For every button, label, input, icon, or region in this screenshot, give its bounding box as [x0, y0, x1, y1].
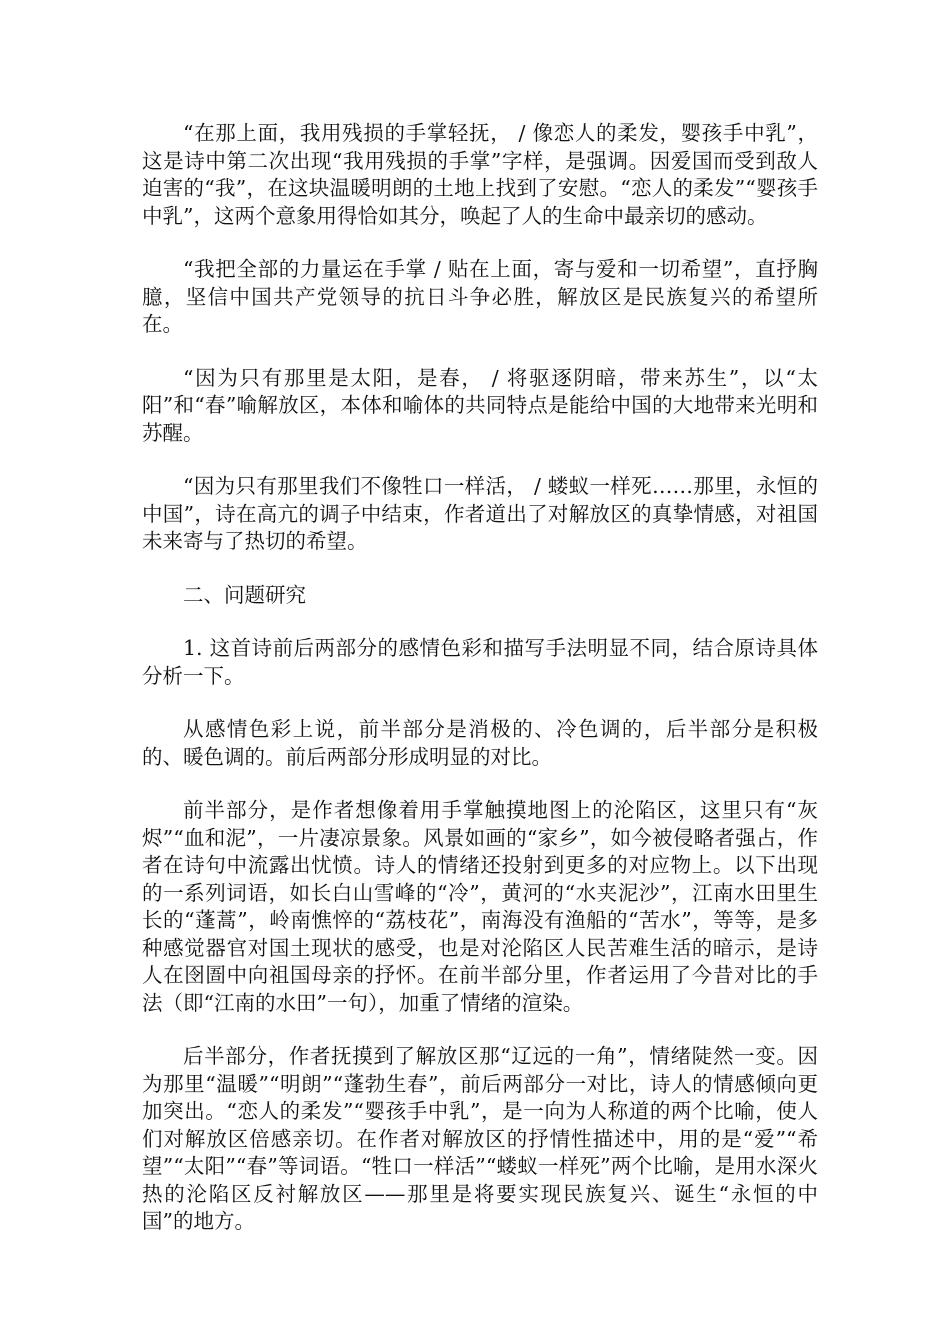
question-1: 1. 这首诗前后两部分的感情色彩和描写手法明显不同，结合原诗具体分析一下。 [142, 636, 818, 688]
paragraph-poem-line-1: “在那上面，我用残损的手掌轻抚， / 像恋人的柔发，婴孩手中乳”，这是诗中第二次出现“我用残损的手掌”字样，是强调。因爱国而受到敌人迫害的“我”，在这块温暖明朗的土地上找到了安慰。“恋人的柔发”“婴孩手中乳”，这两个意象用得恰如其分，唤起了人的生命中最亲切的感动。 [142, 121, 818, 228]
paragraph-poem-line-2: “我把全部的力量运在手掌 / 贴在上面，寄与爱和一切希望”，直抒胸臆，坚信中国共产党领导的抗日斗争必胜，解放区是民族复兴的希望所在。 [142, 257, 818, 336]
answer-paragraph-3: 后半部分，作者抚摸到了解放区那“辽远的一角”，情绪陡然一变。因为那里“温暖”“明朗”“蓬勃生春”，前后两部分一对比，诗人的情感倾向更加突出。“恋人的柔发”“婴孩手中乳”，是一向为人称道的两个比喻，使人们对解放区倍感亲切。在作者对解放区的抒情性描述中，用的是“爱”“希望”“太阳”“春”等词语。“牲口一样活”“蝼蚁一样死”两个比喻，是用水深火热的沦陷区反衬解放区——那里是将要实现民族复兴、诞生“永恒的中国”的地方。 [142, 1044, 818, 1233]
answer-paragraph-1: 从感情色彩上说，前半部分是消极的、冷色调的，后半部分是积极的、暖色调的。前后两部分形成明显的对比。 [142, 717, 818, 769]
paragraph-poem-line-3: “因为只有那里是太阳，是春， / 将驱逐阴暗，带来苏生”，以“太阳”和“春”喻解放区，本体和喻体的共同特点是能给中国的大地带来光明和苏醒。 [142, 365, 818, 445]
paragraph-poem-line-4: “因为只有那里我们不像牲口一样活， / 蝼蚁一样死……那里，永恒的中国”，诗在高亢的调子中结束，作者道出了对解放区的真挚情感，对祖国未来寄与了热切的希望。 [142, 474, 818, 553]
document-page [142, 120, 818, 1262]
answer-paragraph-2: 前半部分，是作者想像着用手掌触摸地图上的沦陷区，这里只有“灰烬”“血和泥”，一片凄凉景象。风景如画的“家乡”，如今被侵略者强占，作者在诗句中流露出忧愤。诗人的情绪还投射到更多的对应物上。以下出现的一系列词语，如长白山雪峰的“冷”，黄河的“水夹泥沙”，江南水田里生长的“蓬蒿”，岭南憔悴的“荔枝花”，南海没有渔船的“苦水”，等等，是多种感觉器官对国土现状的感受，也是对沦陷区人民苦难生活的暗示，是诗人在囹圄中向祖国母亲的抒怀。在前半部分里，作者运用了今昔对比的手法（即“江南的水田”一句），加重了情绪的渲染。 [142, 798, 818, 1015]
section-heading: 二、问题研究 [183, 582, 306, 607]
